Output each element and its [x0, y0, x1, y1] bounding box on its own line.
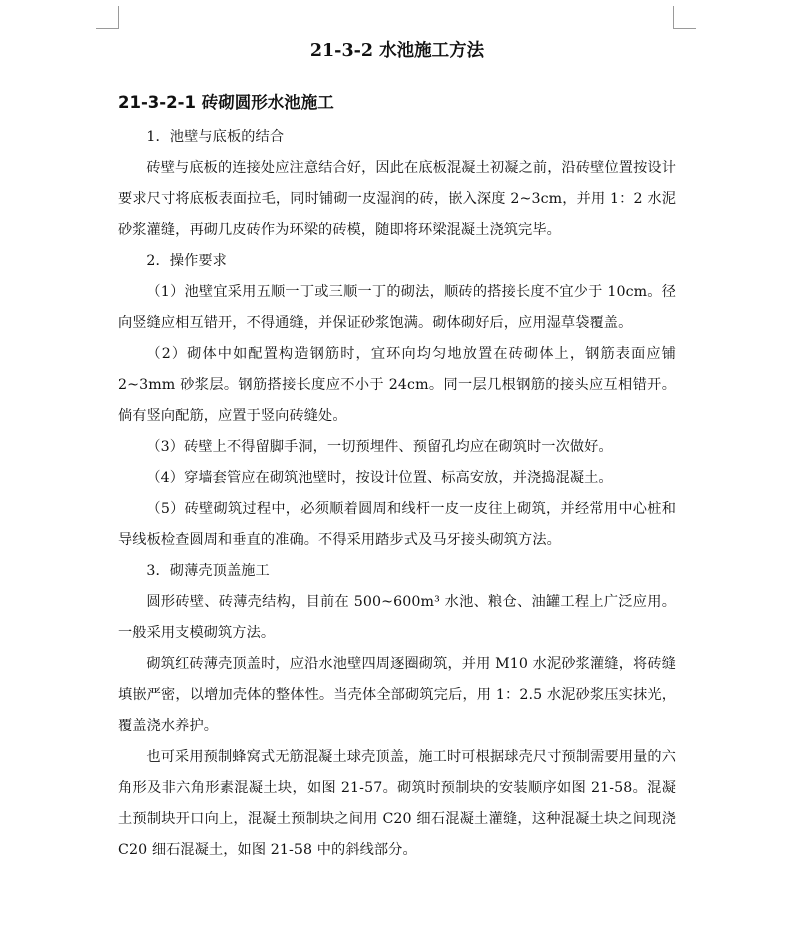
page-corner-mark-top-left	[96, 6, 119, 29]
paragraph-4: （1）池壁宜采用五顺一丁或三顺一丁的砌法，顺砖的搭接长度不宜少于 10cm。径向竖缝应相互错开，不得通缝，并保证砂浆饱满。砌体砌好后，应用湿草袋覆盖。	[118, 284, 676, 331]
paragraph-1: 1．池壁与底板的结合	[146, 129, 285, 145]
paragraph-12: 也可采用预制蜂窝式无筋混凝土球壳顶盖，施工时可根据球壳尺寸预制需要用量的六角形及非六角形素混凝土块，如图 21-57。砌筑时预制块的安装顺序如图 21-58。混凝土预制块开口向上，混凝土预制块之间用 C20 细石混凝土灌缝，这种混凝土块之间现浇 C20 细石混凝土，如图 21-58 中的斜线部分。	[118, 749, 676, 858]
page-corner-mark-top-right	[673, 6, 696, 29]
paragraph-10: 圆形砖壁、砖薄壳结构，目前在 500~600m³ 水池、粮仓、油罐工程上广泛应用。一般采用支模砌筑方法。	[118, 594, 676, 641]
paragraph-7: （4）穿墙套管应在砌筑池壁时，按设计位置、标高安放，并浇捣混凝土。	[146, 470, 613, 486]
paragraph-8: （5）砖壁砌筑过程中，必须顺着圆周和线杆一皮一皮往上砌筑，并经常用中心桩和导线板检查圆周和垂直的准确。不得采用踏步式及马牙接头砌筑方法。	[118, 501, 676, 548]
section-heading: 21-3-2-1 砖砌圆形水池施工	[118, 93, 334, 112]
paragraph-5: （2）砌体中如配置构造钢筋时，宜环向均匀地放置在砖砌体上，钢筋表面应铺 2~3mm 砂浆层。钢筋搭接长度应不小于 24cm。同一层几根钢筋的接头应互相错开。倘有竖向配筋，应置于竖向砖缝处。	[118, 346, 676, 424]
paragraph-9: 3．砌薄壳顶盖施工	[146, 563, 270, 579]
page-title: 21-3-2 水池施工方法	[309, 41, 485, 61]
paragraph-11: 砌筑红砖薄壳顶盖时，应沿水池壁四周逐圈砌筑，并用 M10 水泥砂浆灌缝，将砖缝填嵌严密，以增加壳体的整体性。当壳体全部砌筑完后，用 1：2.5 水泥砂浆压实抹光，覆盖浇水养护。	[118, 656, 676, 734]
paragraph-3: 2．操作要求	[146, 253, 227, 269]
paragraph-2: 砖壁与底板的连接处应注意结合好，因此在底板混凝土初凝之前，沿砖壁位置按设计要求尺寸将底板表面拉毛，同时铺砌一皮湿润的砖，嵌入深度 2~3cm，并用 1：2 水泥砂浆灌缝，再砌几皮砖作为环梁的砖模，随即将环梁混凝土浇筑完毕。	[118, 160, 676, 238]
document-page	[118, 34, 676, 866]
paragraph-6: （3）砖壁上不得留脚手洞，一切预埋件、预留孔均应在砌筑时一次做好。	[146, 439, 613, 455]
